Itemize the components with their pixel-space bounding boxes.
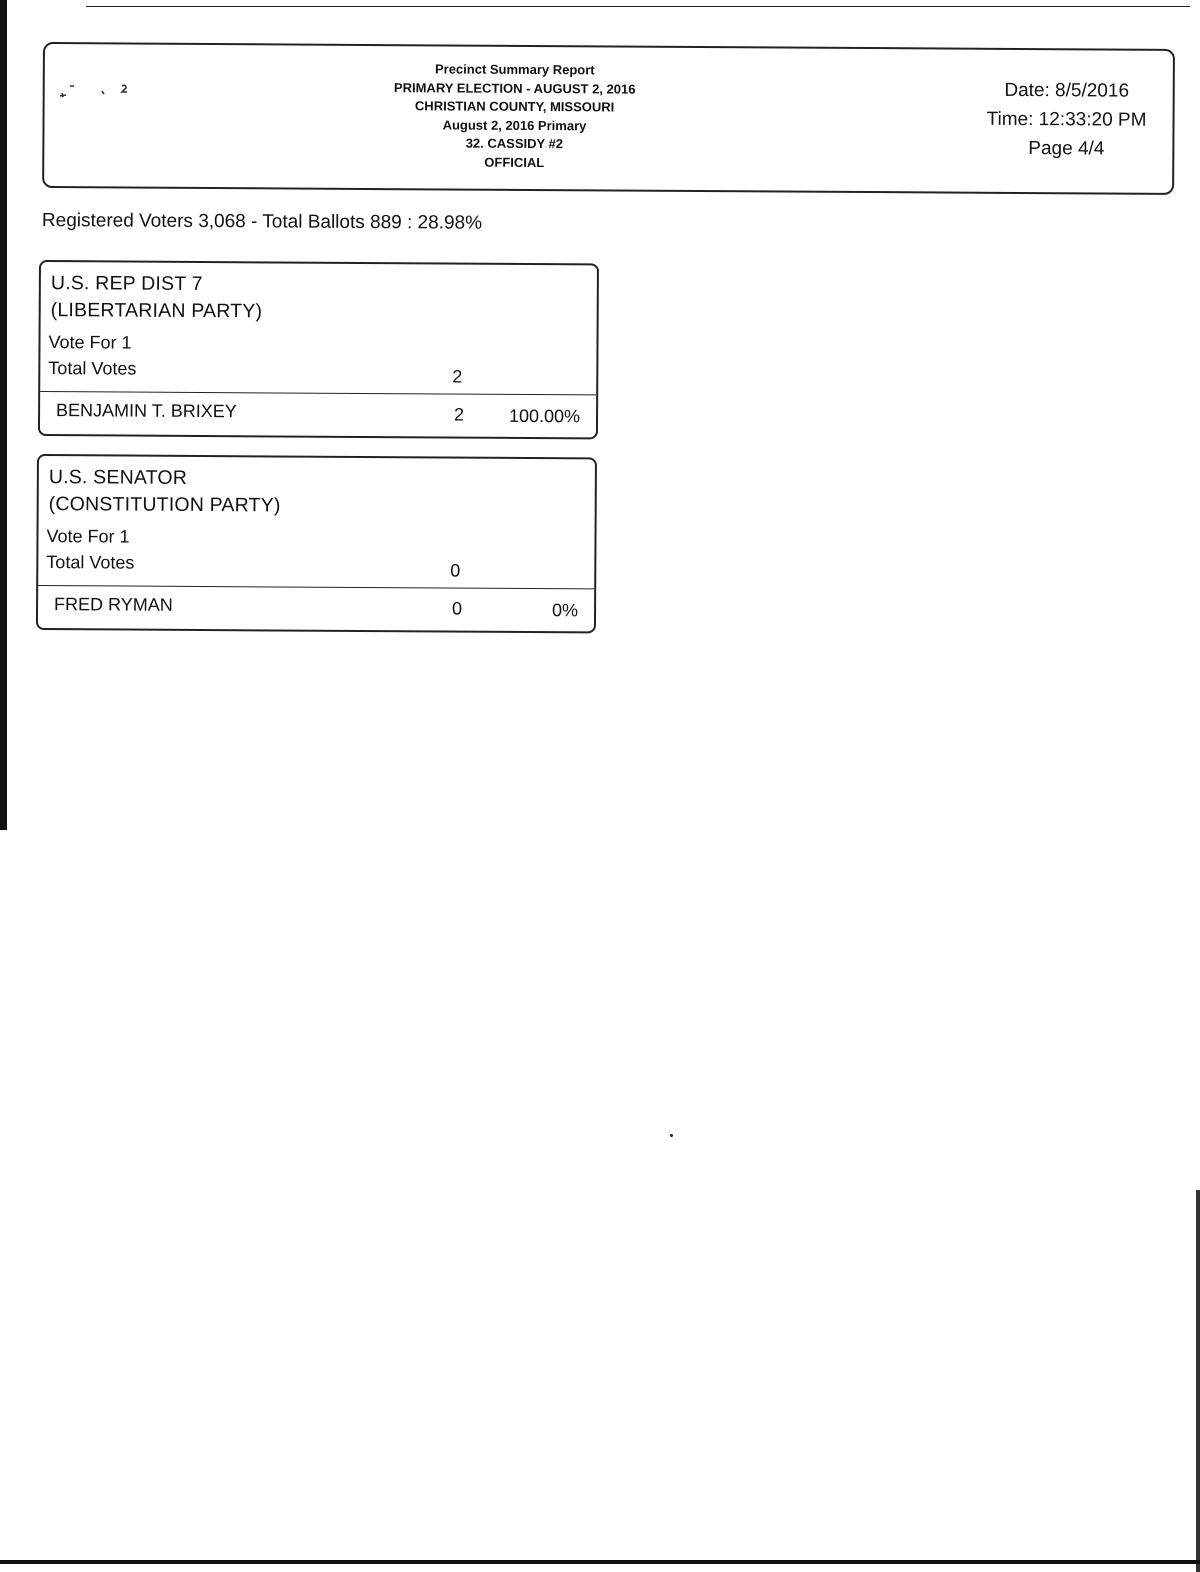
report-header (42, 42, 1175, 195)
divider (40, 391, 596, 395)
contest-title-line2: (LIBERTARIAN PARTY) (50, 299, 263, 323)
scan-speck (670, 1134, 673, 1137)
candidate-name: FRED RYMAN (54, 594, 173, 615)
total-votes-label: Total Votes (46, 552, 135, 573)
report-header-meta (966, 76, 1167, 164)
contest-us-senator (36, 454, 597, 633)
candidate-name: BENJAMIN T. BRIXEY (56, 400, 237, 422)
candidate-votes: 0 (452, 598, 463, 619)
vote-for: Vote For 1 (46, 526, 130, 547)
report-date: Date: 8/5/2016 (1004, 79, 1130, 102)
total-votes-value: 2 (452, 366, 463, 387)
contest-title (51, 270, 263, 325)
candidate-percent: 0% (551, 600, 579, 621)
contest-us-rep-dist-7 (38, 260, 599, 439)
candidate-votes: 2 (454, 404, 465, 425)
scan-edge-right (1196, 1190, 1200, 1572)
scan-edge-top (86, 6, 1190, 7)
report-status: OFFICIAL (484, 154, 545, 170)
scan-edge-left (0, 0, 7, 830)
contest-title (49, 464, 281, 519)
scan-edge-bottom (0, 1560, 1200, 1564)
report-title: Precinct Summary Report (434, 61, 595, 78)
total-votes-value: 0 (450, 560, 461, 581)
page-number: Page 4/4 (1028, 138, 1105, 160)
precinct-name: 32. CASSIDY #2 (465, 135, 564, 152)
contest-title-line1: U.S. REP DIST 7 (50, 272, 203, 296)
candidate-percent: 100.00% (508, 405, 581, 427)
report-header-center (344, 60, 685, 173)
vote-for: Vote For 1 (48, 332, 132, 353)
county-name: CHRISTIAN COUNTY, MISSOURI (414, 98, 615, 115)
contest-title-line2: (CONSTITUTION PARTY) (48, 493, 281, 517)
primary-name: August 2, 2016 Primary (442, 116, 587, 133)
divider (38, 585, 594, 589)
election-name: PRIMARY ELECTION - AUGUST 2, 2016 (393, 79, 636, 97)
total-votes-label: Total Votes (48, 358, 137, 379)
contest-title-line1: U.S. SENATOR (48, 466, 188, 489)
turnout-summary: Registered Voters 3,068 - Total Ballots 889 : 28.98% (41, 210, 483, 234)
report-time: Time: 12:33:20 PM (986, 108, 1147, 131)
